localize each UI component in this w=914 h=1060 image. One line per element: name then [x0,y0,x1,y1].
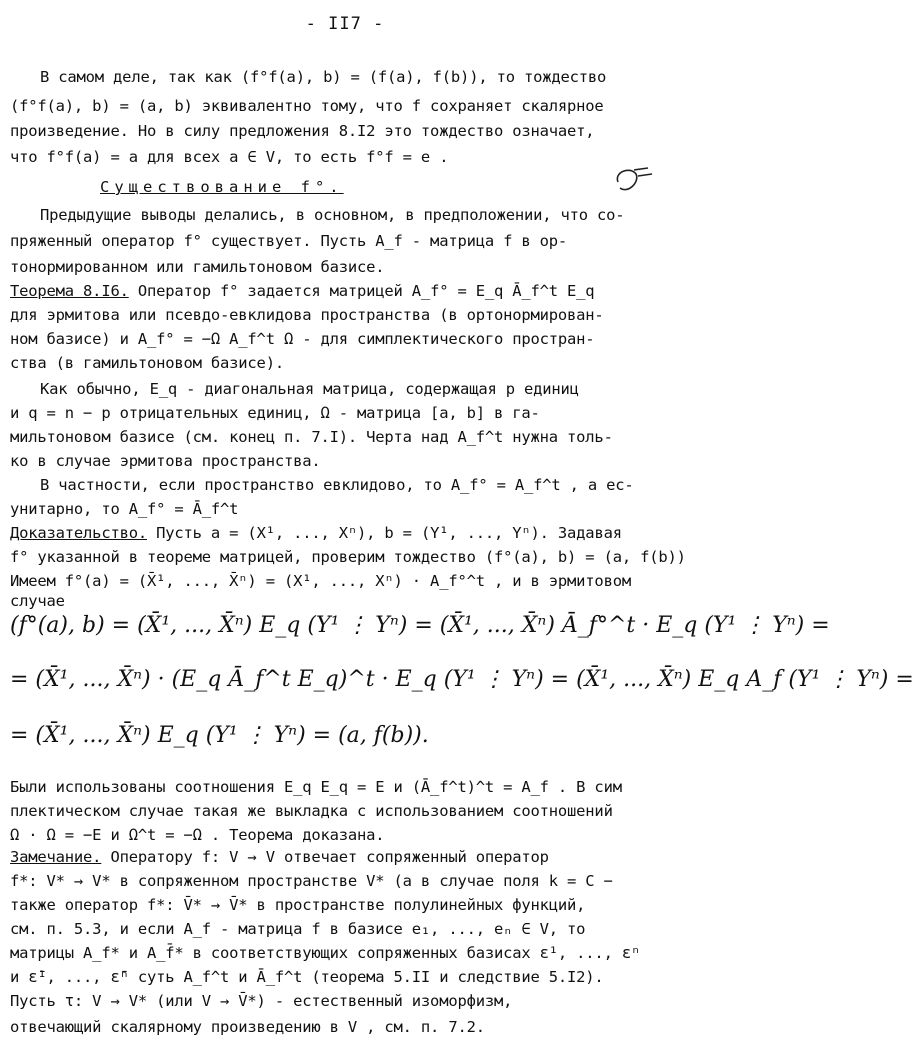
text-line: ко в случае эрмитова пространства. [10,452,321,470]
text-line: В самом деле, так как (f°f(a), b) = (f(a), f(b)), то тождество [40,68,607,86]
text-line: также оператор f*: V̄* → V̄* в пространстве полулинейных функций, [10,896,586,914]
text-line: произведение. Но в силу предложения 8.I2 это тождество означает, [10,122,595,140]
theorem-line [10,280,676,302]
text-line: пряженный оператор f° существует. Пусть A_f - матрица f в ор- [10,232,568,250]
text-line: плектическом случае такая же выкладка с использованием соотношений [10,802,613,820]
proof-line [10,522,676,544]
formula-line: (f°(a), b) = (X̄¹, ..., X̄ⁿ) E_q (Y¹ ⋮ Yⁿ) = (X̄¹, ..., X̄ⁿ) Ā_f°^t · E_q (Y¹ ⋮ Yⁿ) = [10,613,830,638]
remark-label: Замечание. [10,848,102,866]
proof-label: Доказательство. [10,524,147,542]
text-line: что f°f(a) = a для всех a ∈ V, то есть f°f = e . [10,148,449,166]
text-line: ства (в гамильтоновом базисе). [10,354,284,372]
section-heading-text: Существование f°. [100,178,344,196]
text-line: унитарно, то A_f° = Ā_f^t [10,500,239,518]
proof-text: Пусть a = (X¹, ..., Xⁿ), b = (Y¹, ..., Yⁿ). Задавая [146,524,622,542]
text-line: Как обычно, E_q - диагональная матрица, содержащая p единиц [40,380,579,398]
page-number: - II7 - [305,14,385,34]
text-line: случае [10,592,65,610]
handwritten-mark-icon [608,164,658,198]
text-line: Пусть τ: V → V* (или V → V̄*) - естественный изоморфизм, [10,992,513,1010]
remark-line [10,846,676,868]
text-line: Предыдущие выводы делались, в основном, в предположении, что со- [40,206,625,224]
text-line: f*: V* → V* в сопряженном пространстве V* (а в случае поля k = C − [10,872,613,890]
text-line: (f°f(a), b) = (a, b) эквивалентно тому, что f сохраняет скалярное [10,97,604,115]
theorem-label: Теорема 8.I6. [10,282,129,300]
text-line: Имеем f°(a) = (X̄¹, ..., X̄ⁿ) = (X¹, ..., Xⁿ) · A_f°^t , и в эрмитовом [10,572,631,590]
text-line: матрицы A_f* и A_f̄* в соответствующих сопряженных базисах ε¹, ..., εⁿ [10,944,641,962]
text-line: ном базисе) и A_f° = −Ω A_f^t Ω - для симплектического простран- [10,330,595,348]
text-line: и q = n − p отрицательных единиц, Ω - матрица [a, b] в га- [10,404,540,422]
text-line: В частности, если пространство евклидово, то A_f° = A_f^t , а ес- [40,476,634,494]
text-line: и ε̄¹, ..., ε̄ⁿ суть A_f^t и Ā_f^t (теорема 5.II и следствие 5.I2). [10,968,604,986]
text-line: Были использованы соотношения E_q E_q = E и (Ā_f^t)^t = A_f . В сим [10,778,622,796]
formula-line: = (X̄¹, ..., X̄ⁿ) · (E_q Ā_f^t E_q)^t · E_q (Y¹ ⋮ Yⁿ) = (X̄¹, ..., X̄ⁿ) E_q A_f (Y¹ ⋮ Yⁿ) = [10,667,914,692]
text-line: отвечающий скалярному произведению в V , см. п. 7.2. [10,1018,485,1036]
section-heading [100,176,676,198]
text-line: мильтоновом базисе (см. конец п. 7.I). Черта над A_f^t нужна толь- [10,428,613,446]
text-line: f° указанной в теореме матрицей, проверим тождество (f°(a), b) = (a, f(b)) [10,548,686,566]
formula-line: = (X̄¹, ..., X̄ⁿ) E_q (Y¹ ⋮ Yⁿ) = (a, f(b)). [10,723,429,748]
theorem-text: Оператор f° задается матрицей A_f° = E_q Ā_f^t E_q [128,282,595,300]
text-line: для эрмитова или псевдо-евклидова пространства (в ортонормирован- [10,306,604,324]
text-line: Ω · Ω = −E и Ω^t = −Ω . Теорема доказана. [10,826,385,844]
text-line: см. п. 5.3, и если A_f - матрица f в базисе e₁, ..., eₙ ∈ V, то [10,920,586,938]
remark-text: Оператору f: V → V отвечает сопряженный оператор [101,848,549,866]
text-line: тонормированном или гамильтоновом базисе. [10,258,385,276]
